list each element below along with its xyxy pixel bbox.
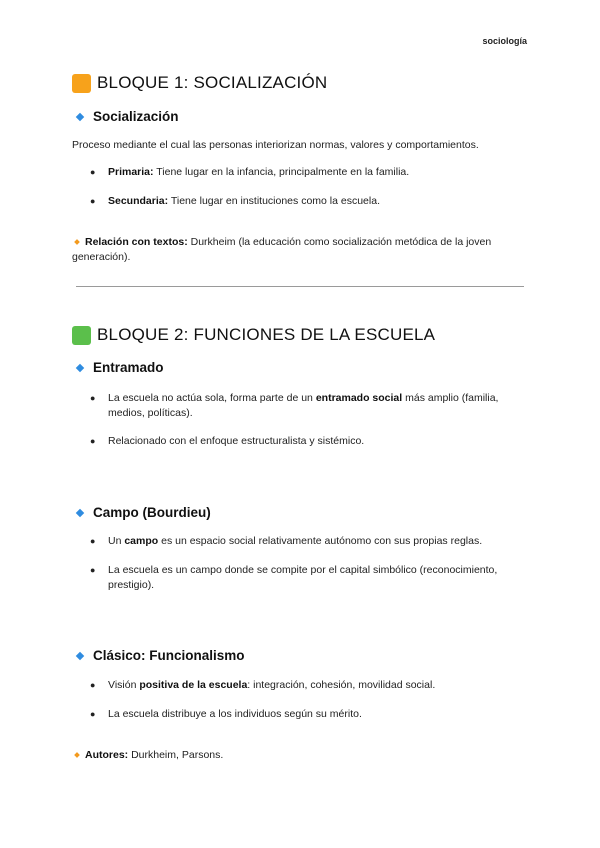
item-bold: campo [124, 535, 159, 547]
item-text: más amplio (familia, medios, políticas). [108, 392, 499, 419]
item-text: La escuela no actúa sola, forma parte de un [108, 392, 316, 404]
item-bold: entramado social [315, 392, 403, 404]
note-label: Relación con textos: [85, 236, 188, 248]
orange-square-icon [72, 74, 91, 93]
orange-diamond-icon [74, 752, 80, 758]
section-title: Clásico: Funcionalismo [93, 648, 245, 663]
bullet-icon: ● [90, 536, 96, 546]
note-relacion-textos [72, 235, 527, 265]
item-text: es un espacio social relativamente autónomo con sus propias reglas. [158, 535, 483, 547]
item-label: Secundaria: [108, 195, 169, 207]
item-text: Tiene lugar en la infancia, principalmente en la familia. [153, 166, 410, 178]
section-entramado [76, 360, 164, 375]
item-text: Un [108, 535, 125, 547]
item-text: : integración, cohesión, movilidad social. [247, 679, 436, 691]
bullet-icon: ● [90, 167, 96, 177]
section-title: Campo (Bourdieu) [93, 505, 211, 520]
item-text: La escuela es un campo donde se compite por el capital simbólico (reconocimiento, prestigio). [108, 564, 498, 591]
item-text: Relacionado con el enfoque estructuralista y sistémico. [108, 435, 365, 447]
header-tag: sociología [482, 36, 527, 46]
item-text: Tiene lugar en instituciones como la escuela. [168, 195, 380, 207]
bloque1-heading [72, 73, 327, 93]
green-square-icon [72, 326, 91, 345]
bullet-icon: ● [90, 565, 96, 575]
note-label: Autores: [85, 749, 129, 761]
note-autores [72, 748, 527, 763]
blue-diamond-icon [76, 508, 84, 516]
definition-text: Proceso mediante el cual las personas interiorizan normas, valores y comportamientos. [72, 139, 479, 151]
divider [76, 286, 524, 287]
blue-diamond-icon [76, 112, 84, 120]
blue-diamond-icon [76, 651, 84, 659]
item-text: La escuela distribuye a los individuos según su mérito. [108, 708, 362, 720]
section-title: Socialización [93, 109, 179, 124]
item-text: Visión [108, 679, 140, 691]
bullet-icon: ● [90, 393, 96, 403]
orange-diamond-icon [74, 239, 80, 245]
section-clasico [76, 648, 245, 663]
note-text: Durkheim (la educación como socialización metódica de la joven generación). [72, 236, 492, 263]
bloque2-title: BLOQUE 2: FUNCIONES DE LA ESCUELA [97, 325, 436, 344]
bullet-icon: ● [90, 680, 96, 690]
item-bold: positiva de la escuela [139, 679, 248, 691]
bloque1-title: BLOQUE 1: SOCIALIZACIÓN [97, 73, 328, 92]
bullet-icon: ● [90, 709, 96, 719]
note-text: Durkheim, Parsons. [128, 749, 224, 761]
blue-diamond-icon [76, 363, 84, 371]
bullet-icon: ● [90, 436, 96, 446]
bullet-icon: ● [90, 196, 96, 206]
section-title: Entramado [93, 360, 164, 375]
section-campo [76, 505, 211, 520]
item-label: Primaria: [108, 166, 154, 178]
bloque2-heading [72, 325, 435, 345]
section-socializacion [76, 109, 179, 124]
